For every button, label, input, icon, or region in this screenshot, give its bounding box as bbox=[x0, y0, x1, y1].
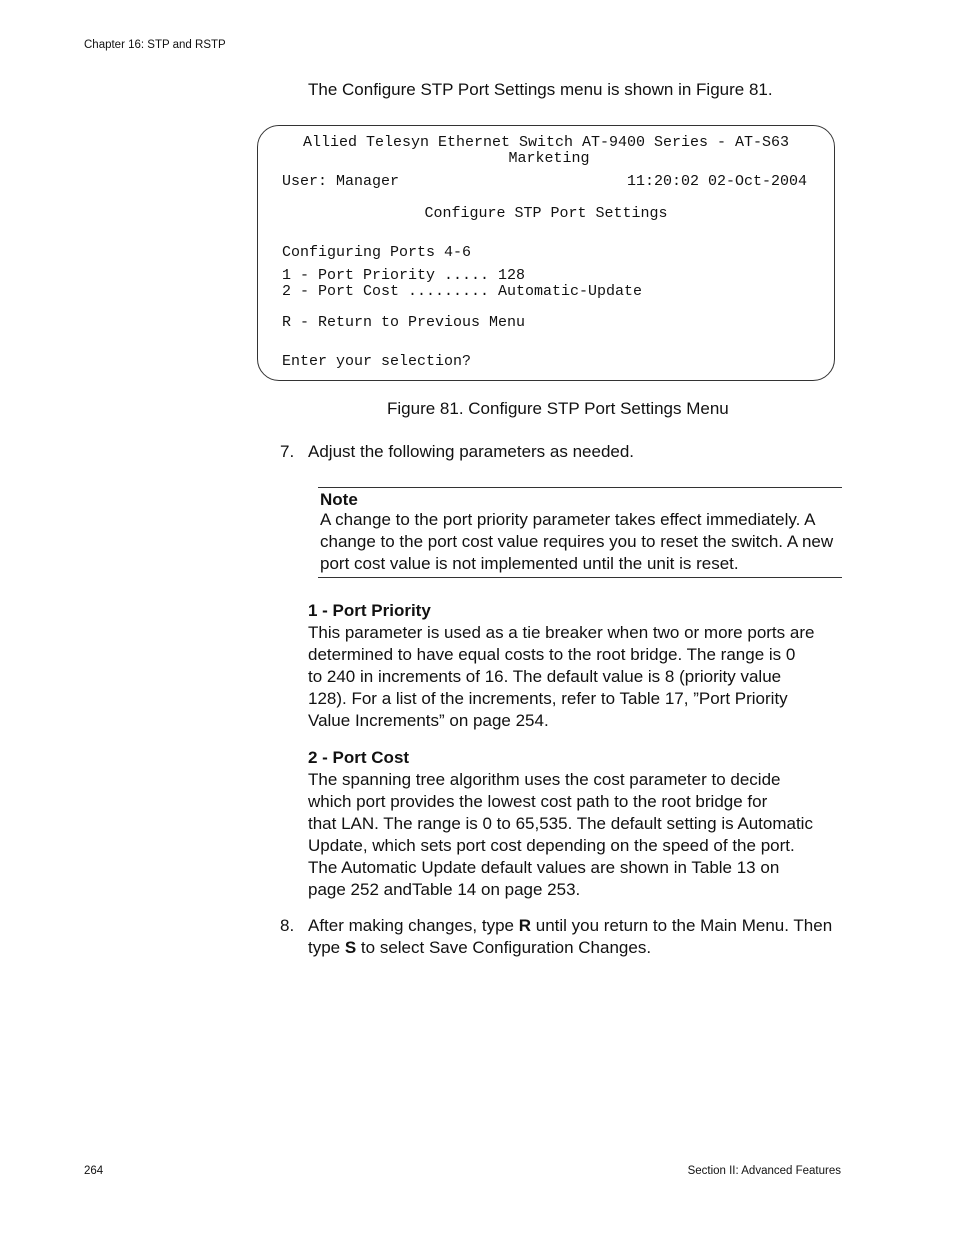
step-7-number: 7. bbox=[280, 442, 295, 461]
paragraph-line: The Automatic Update default values are shown in Table 13 on bbox=[308, 858, 780, 877]
text-run: After making changes, type bbox=[308, 916, 519, 935]
paragraph-line: Update, which sets port cost depending on the speed of the port. bbox=[308, 836, 795, 855]
screen-option-1: 1 - Port Priority ..... 128 bbox=[282, 267, 526, 284]
running-header: Chapter 16: STP and RSTP bbox=[84, 39, 226, 51]
screen-title: Allied Telesyn Ethernet Switch AT-9400 Series - AT-S63 bbox=[302, 134, 790, 151]
note-bottom-rule bbox=[318, 577, 842, 578]
port-cost-description bbox=[308, 769, 813, 901]
screen-return: R - Return to Previous Menu bbox=[282, 314, 526, 331]
paragraph-line: that LAN. The range is 0 to 65,535. The default setting is Automatic bbox=[308, 814, 813, 833]
paragraph-line: which port provides the lowest cost path to the root bridge for bbox=[308, 792, 768, 811]
running-footer: Section II: Advanced Features bbox=[687, 1165, 841, 1177]
step-8-number: 8. bbox=[280, 916, 295, 935]
paragraph-line: 128). For a list of the increments, refer to Table 17, ”Port Priority bbox=[308, 689, 788, 708]
step-8-line-2 bbox=[308, 937, 832, 959]
note-heading: Note bbox=[320, 490, 358, 509]
screen-subtitle: Marketing bbox=[508, 150, 590, 167]
note-line: port cost value is not implemented until the unit is reset. bbox=[320, 554, 739, 573]
step-8-line-1 bbox=[308, 915, 832, 937]
figure-caption: Figure 81. Configure STP Port Settings Menu bbox=[387, 399, 729, 418]
screen-option-2: 2 - Port Cost ......... Automatic-Update bbox=[282, 283, 643, 300]
port-priority-heading: 1 - Port Priority bbox=[308, 601, 431, 620]
intro-text: The Configure STP Port Settings menu is shown in Figure 81. bbox=[308, 80, 773, 99]
step-8-text bbox=[308, 915, 832, 959]
port-priority-description bbox=[308, 622, 814, 732]
paragraph-line: This parameter is used as a tie breaker when two or more ports are bbox=[308, 623, 815, 642]
paragraph-line: Value Increments” on page 254. bbox=[308, 711, 549, 730]
screen-configuring: Configuring Ports 4-6 bbox=[282, 244, 472, 261]
note-line: change to the port cost value requires you to reset the switch. A new bbox=[320, 532, 834, 551]
screen-datetime: 11:20:02 02-Oct-2004 bbox=[626, 173, 807, 190]
paragraph-line: page 252 andTable 14 on page 253. bbox=[308, 880, 581, 899]
paragraph-line: determined to have equal costs to the root bridge. The range is 0 bbox=[308, 645, 796, 664]
port-cost-heading: 2 - Port Cost bbox=[308, 748, 410, 767]
note-top-rule bbox=[318, 487, 842, 488]
text-run: type bbox=[308, 938, 345, 957]
screen-user: User: Manager bbox=[282, 173, 400, 190]
paragraph-line: The spanning tree algorithm uses the cost parameter to decide bbox=[308, 770, 781, 789]
page-number: 264 bbox=[84, 1165, 104, 1177]
text-run: to select Save Configuration Changes. bbox=[356, 938, 652, 957]
screen-prompt: Enter your selection? bbox=[282, 353, 472, 370]
key-s: S bbox=[344, 938, 357, 957]
key-r: R bbox=[518, 916, 532, 935]
note-body bbox=[320, 509, 833, 575]
text-run: until you return to the Main Menu. Then bbox=[531, 916, 833, 935]
step-7-text: Adjust the following parameters as needed. bbox=[308, 442, 635, 461]
screen-menu-title: Configure STP Port Settings bbox=[424, 205, 668, 222]
paragraph-line: to 240 in increments of 16. The default value is 8 (priority value bbox=[308, 667, 782, 686]
note-line: A change to the port priority parameter takes effect immediately. A bbox=[320, 510, 816, 529]
